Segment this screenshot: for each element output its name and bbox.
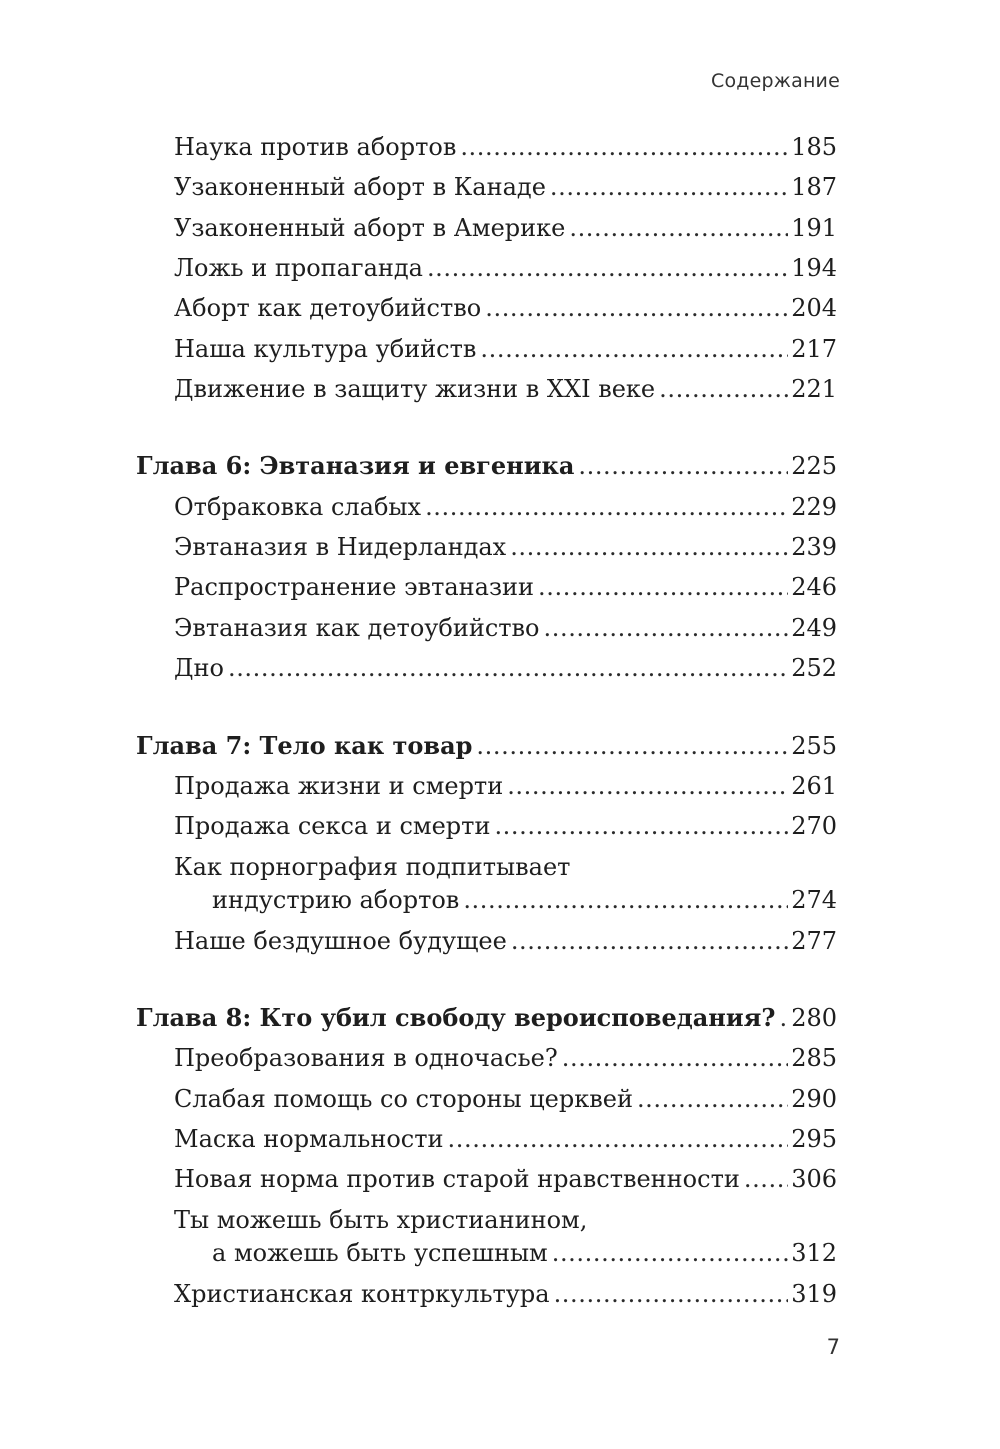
leader-dots <box>507 770 788 802</box>
toc-entry-title: Аборт как детоубийство <box>174 294 482 322</box>
toc-entry-page: 249 <box>791 614 837 642</box>
toc-entry-title: а можешь быть успешным <box>212 1239 548 1267</box>
toc-chapter-title: Глава 7: Тело как товар <box>136 731 473 760</box>
toc-chapter-page: 225 <box>791 452 837 480</box>
leader-dots <box>476 730 788 762</box>
toc-entry-title: Узаконенный аборт в Канаде <box>174 173 546 201</box>
leader-dots <box>744 1163 788 1195</box>
toc-entry-page: 306 <box>791 1165 837 1193</box>
toc-entry-title: Эвтаназия в Нидерландах <box>174 533 507 561</box>
toc-entry-science-vs-abortion[interactable] <box>174 131 837 163</box>
leader-dots <box>511 925 788 957</box>
toc-entry-title: Преобразования в одночасье? <box>174 1044 558 1072</box>
toc-entry-title: Наше бездушное будущее <box>174 927 507 955</box>
leader-dots <box>448 1123 789 1155</box>
toc-entry-title: Дно <box>174 654 224 682</box>
toc-entry-page: 290 <box>791 1085 837 1113</box>
leader-dots <box>538 571 788 603</box>
toc-entry-title: индустрию абортов <box>212 886 460 914</box>
leader-dots <box>569 212 788 244</box>
toc-entry-title: Продажа жизни и смерти <box>174 772 504 800</box>
toc-chapter-title: Глава 8: Кто убил свободу вероисповедания? <box>136 1003 776 1032</box>
toc-chapter-8[interactable] <box>136 1002 837 1034</box>
leader-dots <box>544 612 789 644</box>
leader-dots <box>510 531 788 563</box>
toc-entry-mask-of-normality[interactable] <box>174 1123 837 1155</box>
leader-dots <box>425 491 788 523</box>
toc-entry-page: 319 <box>791 1280 837 1308</box>
page-number: 7 <box>826 1335 840 1359</box>
toc-entry-christian-or-successful-line2[interactable] <box>212 1237 837 1269</box>
toc-entry-culture-of-killing[interactable] <box>174 333 837 365</box>
toc-entry-title: Христианская контркультура <box>174 1280 550 1308</box>
leader-dots <box>460 131 788 163</box>
toc-entry-page: 295 <box>791 1125 837 1153</box>
toc-entry-title: Продажа секса и смерти <box>174 812 491 840</box>
leader-dots <box>494 810 788 842</box>
leader-dots <box>550 171 788 203</box>
toc-entry-abortion-as-infanticide[interactable] <box>174 292 837 324</box>
leader-dots <box>578 450 788 482</box>
toc-entry-title: Новая норма против старой нравственности <box>174 1165 740 1193</box>
toc-entry-title: Ложь и пропаганда <box>174 254 423 282</box>
leader-dots <box>228 652 788 684</box>
leader-dots <box>659 373 788 405</box>
toc-entry-page: 239 <box>791 533 837 561</box>
toc-entry-page: 187 <box>791 173 837 201</box>
toc-entry-page: 274 <box>791 886 837 914</box>
toc-entry-prolife-21st-century[interactable] <box>174 373 837 405</box>
toc-chapter-page: 280 <box>791 1004 837 1032</box>
toc-chapter-6[interactable] <box>136 450 837 482</box>
toc-entry-page: 194 <box>791 254 837 282</box>
toc-entry-title: Наша культура убийств <box>174 335 477 363</box>
leader-dots <box>562 1042 788 1074</box>
leader-dots <box>463 884 788 916</box>
toc-entry-selling-sex-and-death[interactable] <box>174 810 837 842</box>
running-head: Содержание <box>711 70 840 92</box>
toc-entry-page: 229 <box>791 493 837 521</box>
toc-entry-legal-abortion-america[interactable] <box>174 212 837 244</box>
toc-entry-soulless-future[interactable] <box>174 925 837 957</box>
toc-entry-page: 285 <box>791 1044 837 1072</box>
toc-entry-title: Узаконенный аборт в Америке <box>174 214 566 242</box>
toc-entry-page: 270 <box>791 812 837 840</box>
toc-entry-title: Эвтаназия как детоубийство <box>174 614 540 642</box>
toc-entry-title: Маска нормальности <box>174 1125 444 1153</box>
toc-entry-page: 252 <box>791 654 837 682</box>
toc-entry-page: 246 <box>791 573 837 601</box>
toc-entry-title: Распространение эвтаназии <box>174 573 535 601</box>
leader-dots <box>427 252 788 284</box>
toc-entry-christian-or-successful-line1[interactable]: Ты можешь быть христианином, <box>174 1206 588 1234</box>
toc-entry-spread-of-euthanasia[interactable] <box>174 571 837 603</box>
toc-entry-selling-life-and-death[interactable] <box>174 770 837 802</box>
toc-entry-euthanasia-as-infanticide[interactable] <box>174 612 837 644</box>
leader-dots <box>552 1237 788 1269</box>
toc-entry-christian-counterculture[interactable] <box>174 1278 837 1310</box>
toc-entry-new-norm-vs-old-morality[interactable] <box>174 1163 837 1195</box>
toc-entry-page: 185 <box>791 133 837 161</box>
toc-entry-page: 191 <box>791 214 837 242</box>
toc-entry-overnight-transformation[interactable] <box>174 1042 837 1074</box>
leader-dots <box>637 1083 788 1115</box>
toc-entry-page: 277 <box>791 927 837 955</box>
toc-chapter-page: 255 <box>791 732 837 760</box>
toc-entry-title: Слабая помощь со стороны церквей <box>174 1085 633 1113</box>
toc-entry-weak-church-help[interactable] <box>174 1083 837 1115</box>
toc-entry-lies-and-propaganda[interactable] <box>174 252 837 284</box>
toc-entry-page: 221 <box>791 375 837 403</box>
toc-entry-page: 217 <box>791 335 837 363</box>
toc-entry-page: 204 <box>791 294 837 322</box>
toc-entry-porn-abortion-line2[interactable] <box>212 884 837 916</box>
toc-entry-bottom[interactable] <box>174 652 837 684</box>
toc-entry-legal-abortion-canada[interactable] <box>174 171 837 203</box>
leader-dots <box>779 1002 788 1034</box>
toc-entry-title: Отбраковка слабых <box>174 493 422 521</box>
leader-dots <box>485 292 788 324</box>
toc-entry-culling-the-weak[interactable] <box>174 491 837 523</box>
toc-entry-euthanasia-netherlands[interactable] <box>174 531 837 563</box>
toc-entry-page: 312 <box>791 1239 837 1267</box>
leader-dots <box>554 1278 789 1310</box>
toc-entry-title: Движение в защиту жизни в XXI веке <box>174 375 656 403</box>
toc-entry-page: 261 <box>791 772 837 800</box>
toc-chapter-title: Глава 6: Эвтаназия и евгеника <box>136 451 575 480</box>
toc-entry-title: Наука против абортов <box>174 133 457 161</box>
toc-chapter-7[interactable] <box>136 730 837 762</box>
toc-entry-porn-abortion-line1[interactable]: Как порнография подпитывает <box>174 853 571 881</box>
leader-dots <box>480 333 788 365</box>
